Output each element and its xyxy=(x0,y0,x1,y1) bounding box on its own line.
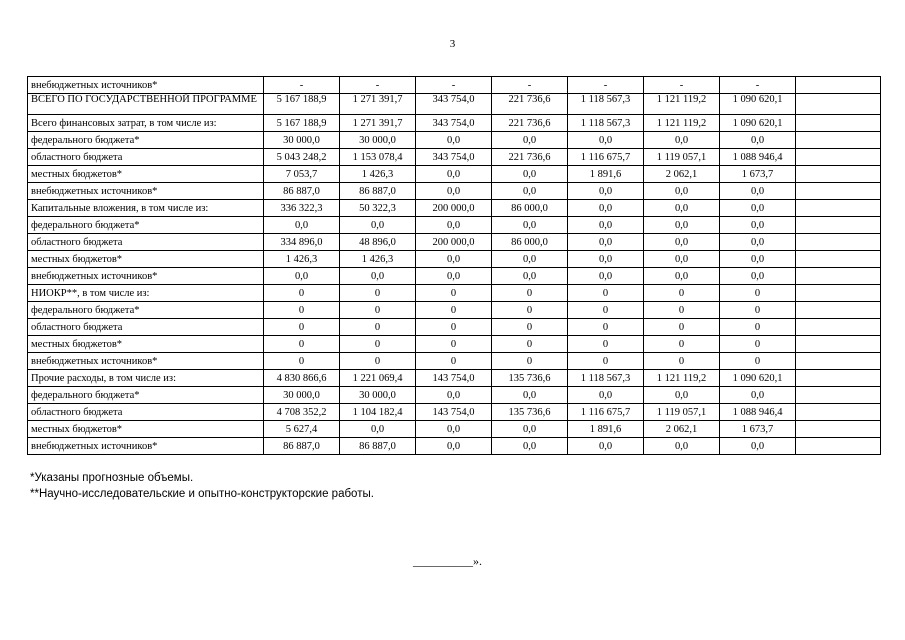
value-cell: 0,0 xyxy=(720,183,796,200)
row-label: федерального бюджета* xyxy=(28,217,264,234)
value-cell: 0 xyxy=(340,353,416,370)
row-label: федерального бюджета* xyxy=(28,302,264,319)
footnote-rnd: **Научно-исследовательские и опытно-конструкторские работы. xyxy=(30,488,374,500)
value-cell: 221 736,6 xyxy=(492,94,568,115)
value-cell: 0 xyxy=(416,302,492,319)
value-cell: 1 116 675,7 xyxy=(568,404,644,421)
value-cell: 0,0 xyxy=(340,421,416,438)
value-cell: 221 736,6 xyxy=(492,115,568,132)
value-cell: 1 090 620,1 xyxy=(720,370,796,387)
value-cell: 0,0 xyxy=(644,438,720,455)
row-label: местных бюджетов* xyxy=(28,336,264,353)
value-cell: 48 896,0 xyxy=(340,234,416,251)
value-cell: 5 167 188,9 xyxy=(264,115,340,132)
table-row xyxy=(28,404,881,421)
value-cell: 0 xyxy=(340,336,416,353)
value-cell: 0,0 xyxy=(492,217,568,234)
row-label: федерального бюджета* xyxy=(28,132,264,149)
row-label: областного бюджета xyxy=(28,404,264,421)
value-cell: 0,0 xyxy=(416,438,492,455)
empty-cell xyxy=(796,285,881,302)
value-cell: 86 887,0 xyxy=(264,183,340,200)
value-cell: 1 426,3 xyxy=(340,166,416,183)
table-row xyxy=(28,251,881,268)
value-cell: 0,0 xyxy=(720,234,796,251)
value-cell: 1 090 620,1 xyxy=(720,115,796,132)
value-cell: 0 xyxy=(720,319,796,336)
table-row xyxy=(28,234,881,251)
empty-cell xyxy=(796,217,881,234)
value-cell: 30 000,0 xyxy=(264,132,340,149)
row-label: Всего финансовых затрат, в том числе из: xyxy=(28,115,264,132)
value-cell: 0,0 xyxy=(568,438,644,455)
row-label: областного бюджета xyxy=(28,319,264,336)
value-cell: 2 062,1 xyxy=(644,421,720,438)
empty-cell xyxy=(796,353,881,370)
row-label: внебюджетных источников* xyxy=(28,438,264,455)
value-cell: 0,0 xyxy=(340,268,416,285)
value-cell: 2 062,1 xyxy=(644,166,720,183)
empty-cell xyxy=(796,319,881,336)
row-label: местных бюджетов* xyxy=(28,251,264,268)
value-cell: 0 xyxy=(492,336,568,353)
value-cell: 0,0 xyxy=(416,421,492,438)
row-label: внебюджетных источников* xyxy=(28,183,264,200)
value-cell: - xyxy=(264,77,340,94)
value-cell: 0,0 xyxy=(720,387,796,404)
value-cell: 0 xyxy=(416,285,492,302)
table-row xyxy=(28,77,881,94)
value-cell: 0,0 xyxy=(492,387,568,404)
value-cell: 86 000,0 xyxy=(492,234,568,251)
value-cell: 1 118 567,3 xyxy=(568,115,644,132)
value-cell: 143 754,0 xyxy=(416,370,492,387)
value-cell: - xyxy=(720,77,796,94)
value-cell: 0,0 xyxy=(416,387,492,404)
value-cell: 1 891,6 xyxy=(568,166,644,183)
value-cell: 86 000,0 xyxy=(492,200,568,217)
empty-cell xyxy=(796,404,881,421)
table-row xyxy=(28,132,881,149)
closing-line: __________». xyxy=(413,554,482,568)
value-cell: 0 xyxy=(644,336,720,353)
value-cell: 0,0 xyxy=(644,387,720,404)
value-cell: 0,0 xyxy=(644,200,720,217)
value-cell: 0 xyxy=(492,285,568,302)
value-cell: 0,0 xyxy=(568,387,644,404)
empty-cell xyxy=(796,149,881,166)
row-label: областного бюджета xyxy=(28,234,264,251)
value-cell: 30 000,0 xyxy=(264,387,340,404)
value-cell: - xyxy=(644,77,720,94)
value-cell: 0 xyxy=(264,285,340,302)
value-cell: 0,0 xyxy=(720,438,796,455)
empty-cell xyxy=(796,336,881,353)
value-cell: 200 000,0 xyxy=(416,200,492,217)
value-cell: 1 891,6 xyxy=(568,421,644,438)
table-row xyxy=(28,183,881,200)
table-row xyxy=(28,421,881,438)
value-cell: 0,0 xyxy=(644,251,720,268)
table-row xyxy=(28,319,881,336)
value-cell: 1 119 057,1 xyxy=(644,404,720,421)
value-cell: 0,0 xyxy=(492,438,568,455)
value-cell: 0,0 xyxy=(720,132,796,149)
table-row xyxy=(28,302,881,319)
footnotes xyxy=(30,470,374,502)
empty-cell xyxy=(796,94,881,115)
table-body xyxy=(28,77,881,455)
empty-cell xyxy=(796,183,881,200)
value-cell: 1 121 119,2 xyxy=(644,115,720,132)
value-cell: 343 754,0 xyxy=(416,115,492,132)
value-cell: 1 221 069,4 xyxy=(340,370,416,387)
table-row xyxy=(28,217,881,234)
value-cell: 0,0 xyxy=(264,217,340,234)
value-cell: 86 887,0 xyxy=(340,438,416,455)
value-cell: 0,0 xyxy=(644,217,720,234)
value-cell: 143 754,0 xyxy=(416,404,492,421)
row-label: ВСЕГО ПО ГОСУДАРСТВЕННОЙ ПРОГРАММЕ xyxy=(28,94,264,115)
value-cell: 0 xyxy=(264,353,340,370)
table-row xyxy=(28,387,881,404)
value-cell: 1 104 182,4 xyxy=(340,404,416,421)
value-cell: 0,0 xyxy=(492,251,568,268)
value-cell: 0 xyxy=(568,302,644,319)
value-cell: 221 736,6 xyxy=(492,149,568,166)
value-cell: 0,0 xyxy=(568,251,644,268)
value-cell: - xyxy=(340,77,416,94)
value-cell: 0,0 xyxy=(416,251,492,268)
value-cell: 334 896,0 xyxy=(264,234,340,251)
value-cell: 0,0 xyxy=(492,268,568,285)
empty-cell xyxy=(796,421,881,438)
value-cell: 0 xyxy=(492,302,568,319)
value-cell: 0,0 xyxy=(492,183,568,200)
value-cell: 0,0 xyxy=(568,217,644,234)
value-cell: 0 xyxy=(720,336,796,353)
value-cell: 0,0 xyxy=(264,268,340,285)
empty-cell xyxy=(796,166,881,183)
value-cell: 343 754,0 xyxy=(416,149,492,166)
value-cell: 5 043 248,2 xyxy=(264,149,340,166)
footnote-forecast: *Указаны прогнозные объемы. xyxy=(30,472,194,484)
value-cell: 0 xyxy=(568,336,644,353)
value-cell: 0,0 xyxy=(416,217,492,234)
value-cell: 1 116 675,7 xyxy=(568,149,644,166)
value-cell: 0,0 xyxy=(644,183,720,200)
value-cell: 30 000,0 xyxy=(340,132,416,149)
value-cell: 0 xyxy=(720,353,796,370)
value-cell: 50 322,3 xyxy=(340,200,416,217)
empty-cell xyxy=(796,302,881,319)
value-cell: 0 xyxy=(644,319,720,336)
value-cell: 0,0 xyxy=(340,217,416,234)
empty-cell xyxy=(796,132,881,149)
value-cell: 0,0 xyxy=(720,217,796,234)
value-cell: 336 322,3 xyxy=(264,200,340,217)
value-cell: 0 xyxy=(720,285,796,302)
empty-cell xyxy=(796,234,881,251)
value-cell: 1 426,3 xyxy=(340,251,416,268)
row-label: НИОКР**, в том числе из: xyxy=(28,285,264,302)
value-cell: 135 736,6 xyxy=(492,404,568,421)
value-cell: 1 673,7 xyxy=(720,166,796,183)
value-cell: 0,0 xyxy=(644,268,720,285)
value-cell: 0,0 xyxy=(416,183,492,200)
value-cell: 0,0 xyxy=(644,132,720,149)
empty-cell xyxy=(796,251,881,268)
row-label: внебюджетных источников* xyxy=(28,268,264,285)
row-label: внебюджетных источников* xyxy=(28,353,264,370)
empty-cell xyxy=(796,268,881,285)
table-row xyxy=(28,353,881,370)
value-cell: 0,0 xyxy=(644,234,720,251)
value-cell: 86 887,0 xyxy=(340,183,416,200)
value-cell: 0 xyxy=(264,302,340,319)
table-row xyxy=(28,166,881,183)
empty-cell xyxy=(796,200,881,217)
value-cell: 0 xyxy=(568,353,644,370)
value-cell: 1 673,7 xyxy=(720,421,796,438)
value-cell: 1 121 119,2 xyxy=(644,94,720,115)
value-cell: 1 119 057,1 xyxy=(644,149,720,166)
table-row xyxy=(28,438,881,455)
value-cell: 30 000,0 xyxy=(340,387,416,404)
value-cell: 0 xyxy=(264,336,340,353)
value-cell: 0,0 xyxy=(720,200,796,217)
value-cell: 4 708 352,2 xyxy=(264,404,340,421)
table-row xyxy=(28,370,881,387)
value-cell: 0 xyxy=(644,285,720,302)
empty-cell xyxy=(796,370,881,387)
value-cell: - xyxy=(416,77,492,94)
value-cell: 0,0 xyxy=(416,268,492,285)
value-cell: 1 088 946,4 xyxy=(720,404,796,421)
value-cell: 1 271 391,7 xyxy=(340,94,416,115)
value-cell: 0,0 xyxy=(568,234,644,251)
value-cell: 0 xyxy=(264,319,340,336)
empty-cell xyxy=(796,77,881,94)
table-row xyxy=(28,200,881,217)
value-cell: 1 118 567,3 xyxy=(568,94,644,115)
empty-cell xyxy=(796,387,881,404)
value-cell: 5 167 188,9 xyxy=(264,94,340,115)
value-cell: 0 xyxy=(720,302,796,319)
row-label: Прочие расходы, в том числе из: xyxy=(28,370,264,387)
row-label: Капитальные вложения, в том числе из: xyxy=(28,200,264,217)
value-cell: 0,0 xyxy=(568,200,644,217)
value-cell: 0 xyxy=(568,319,644,336)
empty-cell xyxy=(796,115,881,132)
value-cell: 1 118 567,3 xyxy=(568,370,644,387)
value-cell: - xyxy=(568,77,644,94)
value-cell: 0 xyxy=(416,336,492,353)
value-cell: 1 090 620,1 xyxy=(720,94,796,115)
value-cell: 0,0 xyxy=(568,268,644,285)
page-number: 3 xyxy=(449,38,456,50)
value-cell: 86 887,0 xyxy=(264,438,340,455)
value-cell: 5 627,4 xyxy=(264,421,340,438)
value-cell: 0,0 xyxy=(568,183,644,200)
row-label: областного бюджета xyxy=(28,149,264,166)
table-row xyxy=(28,336,881,353)
row-label: местных бюджетов* xyxy=(28,421,264,438)
value-cell: 0,0 xyxy=(720,251,796,268)
value-cell: 0,0 xyxy=(492,166,568,183)
value-cell: 0 xyxy=(340,319,416,336)
value-cell: 1 121 119,2 xyxy=(644,370,720,387)
value-cell: 0 xyxy=(416,353,492,370)
row-label: местных бюджетов* xyxy=(28,166,264,183)
empty-cell xyxy=(796,438,881,455)
value-cell: 0 xyxy=(492,319,568,336)
value-cell: 0 xyxy=(644,353,720,370)
row-label: федерального бюджета* xyxy=(28,387,264,404)
value-cell: 0 xyxy=(416,319,492,336)
budget-table xyxy=(27,76,881,455)
value-cell: 200 000,0 xyxy=(416,234,492,251)
value-cell: 7 053,7 xyxy=(264,166,340,183)
value-cell: 0,0 xyxy=(492,132,568,149)
value-cell: 343 754,0 xyxy=(416,94,492,115)
value-cell: 0,0 xyxy=(416,166,492,183)
table-row xyxy=(28,268,881,285)
value-cell: - xyxy=(492,77,568,94)
value-cell: 0,0 xyxy=(492,421,568,438)
table-row xyxy=(28,285,881,302)
table-row xyxy=(28,149,881,166)
value-cell: 1 088 946,4 xyxy=(720,149,796,166)
value-cell: 0,0 xyxy=(568,132,644,149)
value-cell: 0,0 xyxy=(720,268,796,285)
value-cell: 0 xyxy=(644,302,720,319)
value-cell: 135 736,6 xyxy=(492,370,568,387)
value-cell: 0,0 xyxy=(416,132,492,149)
value-cell: 4 830 866,6 xyxy=(264,370,340,387)
value-cell: 0 xyxy=(340,302,416,319)
value-cell: 0 xyxy=(340,285,416,302)
value-cell: 1 271 391,7 xyxy=(340,115,416,132)
table-row xyxy=(28,115,881,132)
value-cell: 0 xyxy=(492,353,568,370)
table-row xyxy=(28,94,881,115)
value-cell: 0 xyxy=(568,285,644,302)
value-cell: 1 426,3 xyxy=(264,251,340,268)
value-cell: 1 153 078,4 xyxy=(340,149,416,166)
row-label: внебюджетных источников* xyxy=(28,77,264,94)
